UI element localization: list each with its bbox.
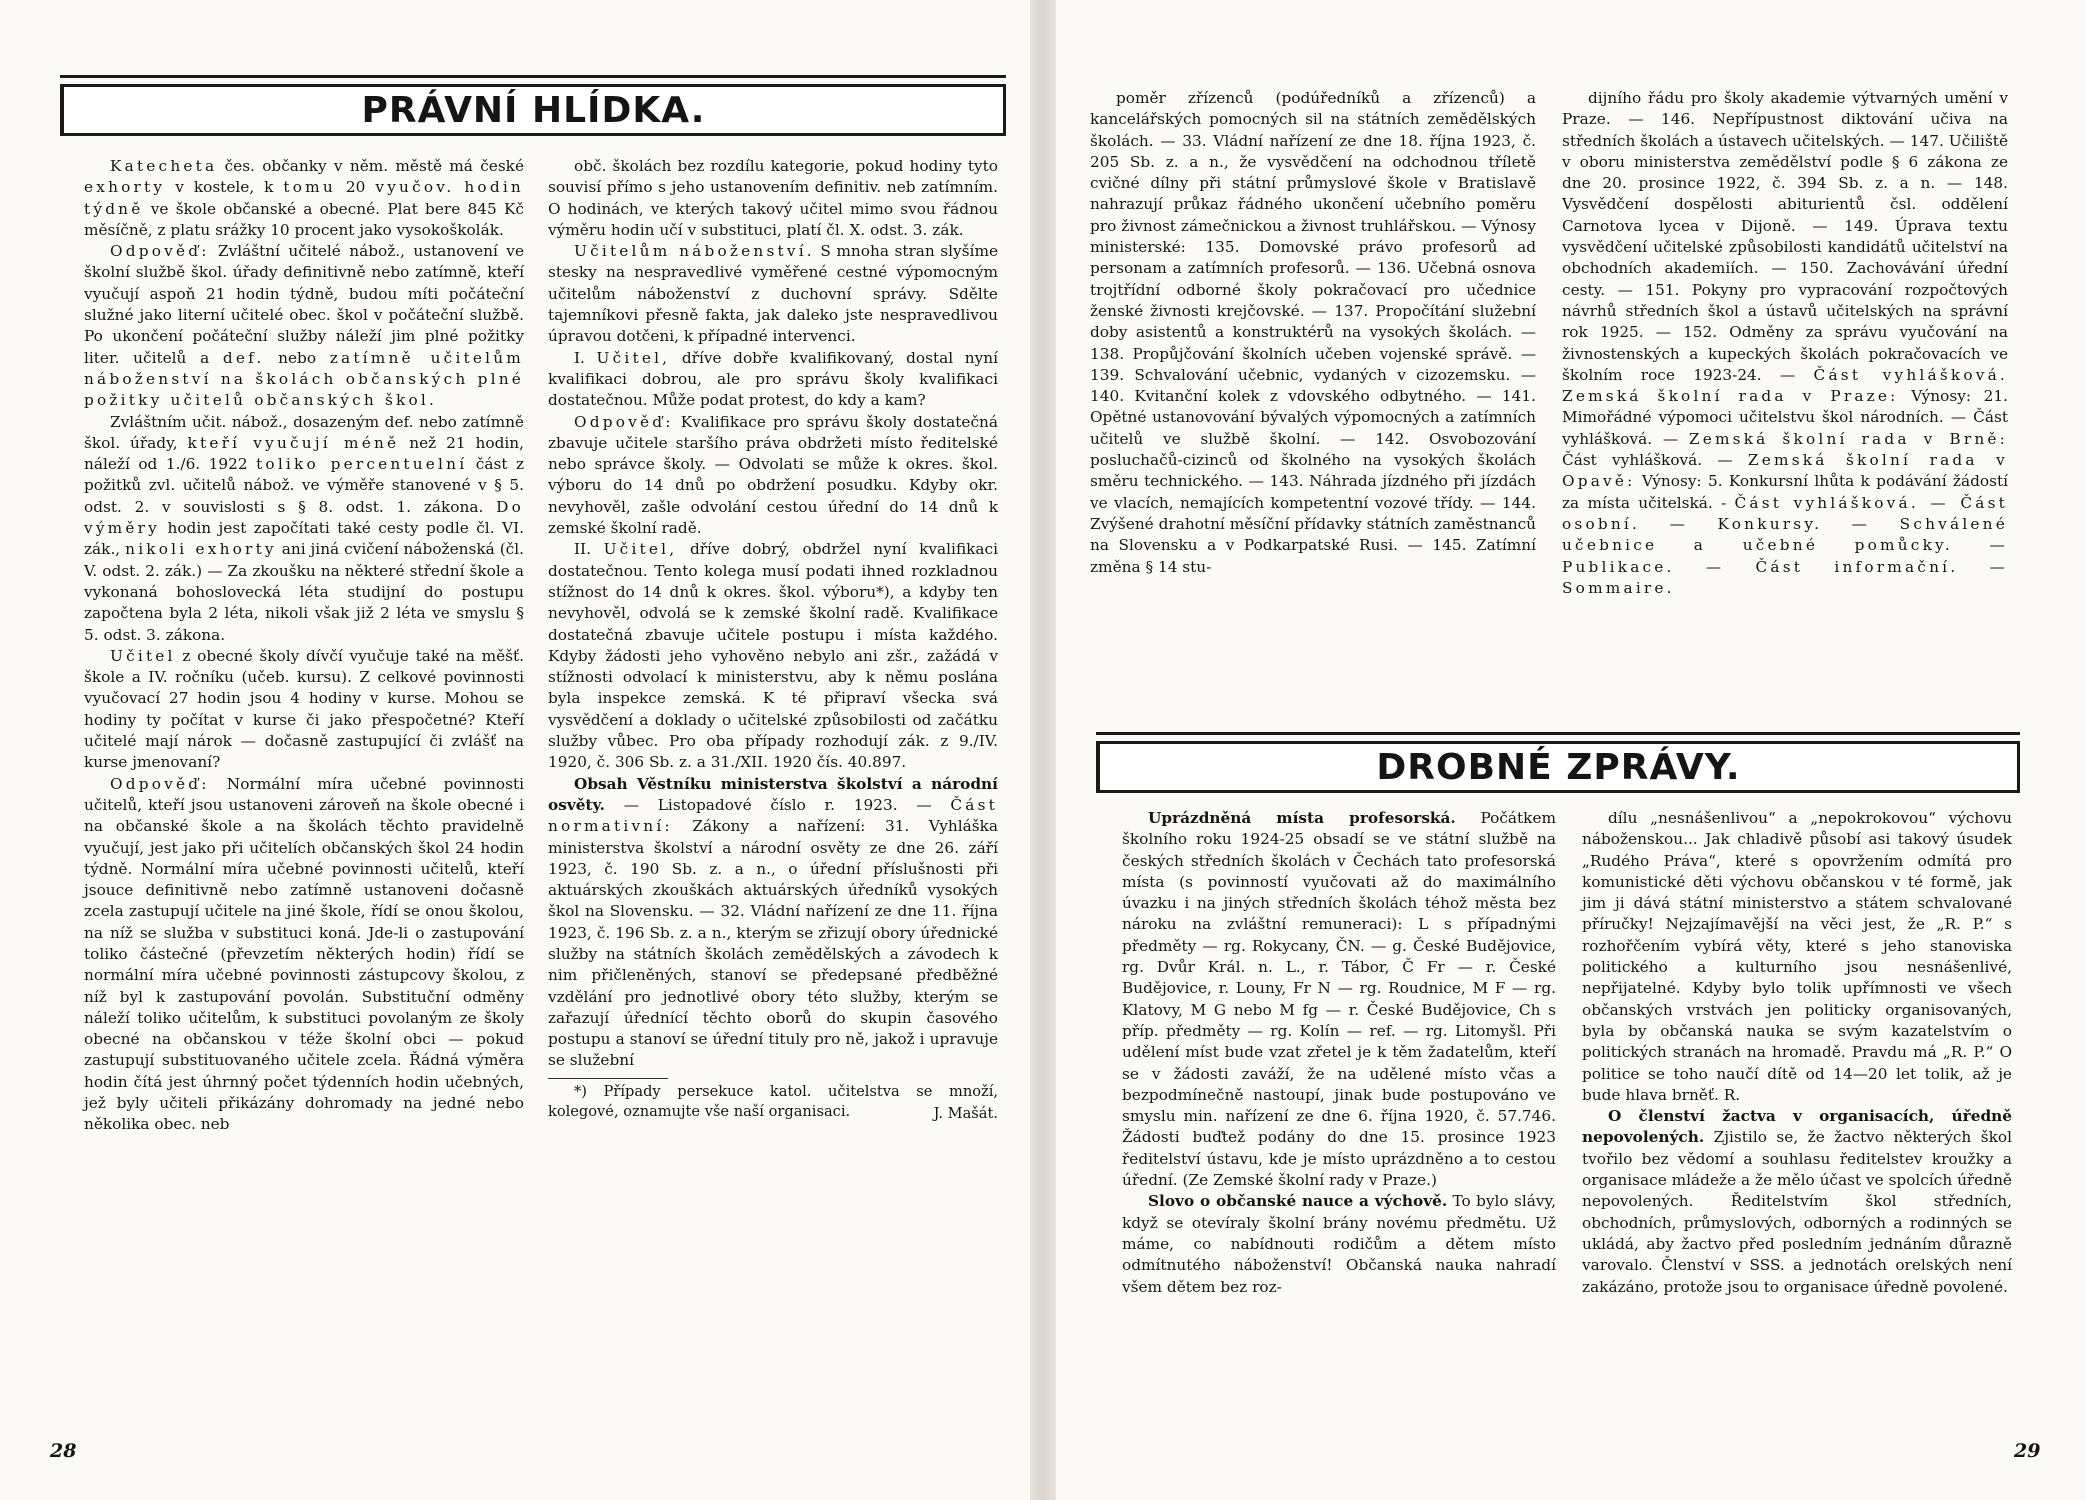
text-run: I. (574, 348, 597, 367)
spaced-run: Do výměry (84, 497, 524, 538)
text-run: část z požitků zvl. učitelů nábož. ve výměře stanovené v § 5. odst. 2. v souvislosti s § 8. odst. 1. zákona. (84, 455, 525, 516)
right-column-1 (1090, 88, 1536, 578)
spaced-run: zatímně učitelům náboženství na školách občanských plné požitky učitelů občanských škol. (84, 348, 524, 410)
text-run: čes. občanky v něm. městě má české (217, 157, 524, 175)
heading-top-rule-right (1096, 732, 2020, 735)
paragraph (548, 348, 998, 412)
left-column-1 (84, 156, 524, 1136)
paragraph (1122, 1191, 1556, 1297)
paragraph (1090, 88, 1536, 578)
spaced-run: Odpověď: (110, 242, 210, 261)
footnote-text: *) Případy persekuce katol. učitelstva se množí, kolegové, oznamujte vše naší organisaci. (548, 1082, 998, 1121)
text-run: ani jiná cvičení náboženská (čl. V. odst. 2. zák.) — Za zkoušku na některé střední škole a vykonaná bohoslovecká léta studijní do postupu započtena byla 2 léta, nikoli však již 2 léta ve smyslu § 5. odst. 3. zákona. (84, 540, 524, 644)
text-run: S mnoha stran slyšíme stesky na nespravedlivé vyměřené cestné výpomocným učitelům náboženství z duchovní správy. Sdělte tajemníkovi přesně fakta, jak daleko jste nespravedlivou úpravou dotčeni, k případné intervenci. (548, 242, 998, 346)
text-run: nebo (264, 348, 330, 367)
paragraph (1582, 1106, 2012, 1298)
spaced-run: nikoli exhorty (125, 540, 277, 559)
text-run: Zjistilo se, že žactvo některých škol tvořilo bez vědomí a souhlasu ředitelstev kroužky a organisace mládeže a že mělo účast ve spolcích úředně nepovolených. Ředitelstvím škol středních, obchodních, průmyslových, odborných a rodinných se ukládá, aby žactvo před posledním jednáním důrazně varovalo. Členství v SSS. a jednotách orelských není zakázáno, protože jsou to organisace úředně povolené. (1582, 1128, 2012, 1296)
right-column-3 (1122, 808, 1556, 1298)
paragraph (84, 156, 524, 241)
left-page (0, 0, 1030, 1500)
text-run: z obecné školy dívčí vyučuje také na měšť. škole a IV. ročníku (učeb. kursu). Z celkové povinnosti vyučovací 27 hodin jsou 4 hodiny v kurse. Mohou se hodiny ty počítat v kurse či jako přespočetné? Kteří učitelé mají nárok — dočasně zastupující či zvlášť na kurse jmenovaní? (84, 646, 524, 772)
paragraph (1582, 808, 2012, 1106)
paragraph (548, 241, 998, 347)
text-run: Část vyhlášková. — (1562, 451, 1748, 470)
spaced-run: Odpověď: (574, 412, 674, 431)
right-heading-text: DROBNÉ ZPRÁVY. (1376, 746, 1741, 788)
spaced-run: exhorty (84, 178, 166, 197)
spaced-run: vyučov. (375, 178, 455, 197)
text-run: hodin jest započítati také cesty podle čl. VI. zák., (84, 519, 524, 559)
spaced-run: tomu (283, 178, 336, 197)
left-section-heading (60, 84, 1006, 136)
heading-top-rule (60, 75, 1006, 78)
bold-run: Slovo o občanské nauce a výchově. (1148, 1192, 1448, 1211)
text-run: dříve dobrý, obdržel nyní kvalifikaci dostatečnou. Tento kolega musí podati ihned rozkladnou stížnost do 14 dnů k okres. škol. výboru*), a kdyby ten nevyhověl, odvolá se k zemské školní radě. Kvalifikace dostatečná zbavuje učitele postupu i místa každého. Kdyby žádosti jeho vyhověno nebylo ani zšr., zažádá v stížnosti odvolací k ministerstvu, aby k němu poslána byla inspekce zemská. K té připraví všecka svá vysvědčení a doklady o učitelské způsobilosti od začátku služby vůbec. Pro oba případy rozhodují zák. z 9./IV. 1920, č. 306 Sb. z. a 31./XII. 1920 čís. 40.897. (548, 540, 998, 772)
spaced-run: Učitel (110, 646, 176, 665)
spaced-run: Část normativní: (548, 795, 998, 836)
bold-run: O členství žactva v organisacích, úředně nepovolených. (1582, 1107, 2012, 1147)
left-column-2 (548, 156, 998, 1124)
right-page (1056, 0, 2086, 1500)
spaced-run: Zemská školní rada v Brně: (1688, 429, 2009, 448)
text-run: Kvalifikace pro správu školy dostatečná zbavuje učitele staršího práva obdržeti místo ředitelské nebo správce školy. — Odvolati se může k okres. škol. výboru do 14 dnů po obdržení posudku. Kdyby okr. nevyhověl, zašle odvolání cestou úřední do 14 dnů k zemské školní radě. (548, 412, 998, 538)
spaced-run: Učitel, (596, 348, 671, 367)
spaced-run: Katecheta (110, 157, 218, 175)
spaced-run: týdně (84, 199, 144, 218)
text-run: poměr zřízenců (podúředníků a zřízenců) a kancelářských pomocných sil na státních zemědělských školách. — 33. Vládní nařízení ze dne 18. října 1923, č. 205 Sb. z. a n., že vysvědčení na odchodnou tříletě cvičné dílny při státní průmyslové škole v Bratislavě nahrazují průkaz řádného ukončení učebního poměru pro živnost zámečnickou a živnost truhlářskou. — Výnosy ministerské: 135. Domovské právo profesorů ad personam a zatímních profesorů. — 136. Učebná osnova trojtřídní odborné školy pokračovací pro učednice ženské živnosti krejčovské. — 137. Propočítání služební doby asistentů a konstruktérů na vysokých školách. — 138. Propůjčování školních učeben vojenské správě. — 139. Schvalování učebnic, vydaných v cizozemsku. — 140. Kvitanční kolek z vdovského odbytného. — 141. Opětné ustanovování bývalých výpomocných a zatímních učitelů ve službě školní. — 142. Osvobozování posluchačů-cizinců od školného na vysokých školách směru technického. — 143. Náhrada jízdného při jízdách ve vlacích, nemajících kompetentní vozové třídy. — 144. Zvýšené drahotní měsíční přídavky státních zaměstnanců na Slovensku a v Podkarpatské Rusi. — 145. Zatímní změna § 14 stu- (1090, 89, 1536, 576)
paragraph (1562, 88, 2008, 599)
spaced-run: def. (222, 348, 265, 367)
footnote-signature: J. Mašát. (933, 1104, 998, 1122)
text-run: Zvláštní učitelé nábož., ustanovení ve školní službě škol. úřady definitivně nebo zatímně, kteří vyučují aspoň 21 hodin týdně, budou míti počáteční služné jako literní učitelé obec. škol v počáteční službě. Po ukončení počáteční služby náleží jim plné požitky liter. učitelů a (84, 242, 524, 367)
text-run: obč. školách bez rozdílu kategorie, pokud hodiny tyto souvisí přímo s jeho ustanovením definitiv. neb zatímním. O hodinách, ve kterých takový učitel mimo svou řádnou výměru hodin učí v substituci, platí čl. X. odst. 3. zák. (548, 157, 998, 239)
spaced-run: toliko percentuelní (256, 455, 468, 474)
text-run (454, 178, 464, 196)
left-column-2-body (548, 156, 998, 1072)
spaced-run: hodin (464, 178, 524, 197)
book-gutter (1030, 0, 1056, 1500)
paragraph (548, 539, 998, 773)
text-run: II. (574, 540, 604, 559)
text-run: Zvláštním učit. nábož., dosazeným def. nebo zatímně škol. úřady, (84, 412, 524, 452)
bold-run: Uprázdněná místa profesorská. (1148, 809, 1456, 827)
paragraph (84, 774, 524, 1136)
text-run: dílu „nesnášenlivou“ a „nepokrokovou“ výchovu náboženskou... Jak chladivě působí asi takový úsudek „Rudého Práva“, které s opovržením odmítá pro komunistické děti výchovu občanskou v té formě, jak jim ji dává státní ministerstvo a státem schvalované příručky! Nejzajímavější na věci jest, že „R. P.“ s rozhořčením vybírá věty, které s jeho stanoviska politického a kulturního jsou nesnášenlivé, nepřijatelné. Kdyby bylo tolik upřímnosti ve všech občanských vrstvách jen politicky organisovaných, byla by občanská nauka se svým kazatelstvím o politických stranách na hromadě. Pravdu má „R. P.“ O politice se toho naučí dítě od 14—20 let tolik, až je bude hlava brněť. R. (1582, 809, 2012, 1104)
text-run: — Listopadové číslo r. 1923. — (604, 795, 951, 814)
spaced-run: Část vyhlášková. Zemská školní rada v Praze: (1562, 365, 2008, 406)
right-column-4 (1582, 808, 2012, 1298)
spaced-run: Zemská školní rada v Opavě: (1562, 451, 2008, 491)
text-run: Výnosy: 5. Konkursní lhůta k podávání žádostí za místa učitelská. - (1562, 472, 2008, 512)
left-heading-text: PRÁVNÍ HLÍDKA. (361, 89, 706, 131)
page-number-left: 28 (50, 1440, 77, 1462)
paragraph (1122, 808, 1556, 1191)
paragraph (548, 156, 998, 241)
text-run: v kostele, k (165, 178, 284, 197)
spaced-run: Učitel, (603, 540, 678, 559)
text-run: To bylo slávy, když se otevíraly školní brány novému předmětu. Už máme, co nabídnouti rodičům a dětem místo odmítnutého náboženství! Občanská nauka nahradí všem dětem bez roz- (1122, 1192, 1556, 1296)
spaced-run: Učitelům náboženství. (574, 242, 815, 261)
text-run: ve škole občanské a obecné. Plat bere 845 Kč měsíčně, z platu srážky 10 procent jako vysokoškolák. (84, 199, 524, 239)
text-run: Počátkem školního roku 1924-25 obsadí se ve státní službě na českých středních školách v Čechách tato profesorská místa (s povinností vyučovati až do maximálního úvazku i na jiných středních školách téhož města bez nároku na zvláštní remuneraci): L s případnými předměty — rg. Rokycany, ČN. — g. České Budějovice, rg. Dvůr Král. n. L., r. Tábor, Č Fr — r. České Budějovice, r. Louny, Fr N — rg. Roudnice, M F — rg. Klatovy, M G nebo M fg — r. České Budějovice, Ch s příp. předměty — rg. Kolín — ref. — rg. Litomyšl. Při udělení míst bude vzat zřetel je k těm žadatelům, kteří se v žádosti zaváží, že na udělené místo včas a bezpodmínečně nastoupí, jinak bude postupováno ve smyslu min. nařízení ze dne 6. října 1920, č. 57.746. Žádosti buďtež podány do dne 15. prosince 1923 ředitelství ústavu, kde je místo uprázdněno a to cestou úřední. (Ze Zemské školní rady v Praze.) (1122, 809, 1556, 1190)
paragraph (84, 241, 524, 411)
text-run: Výnosy: 21. Mimořádné výpomoci učitelstvu škol národních. — Část vyhlášková. — (1562, 387, 2009, 448)
right-section-heading (1096, 741, 2020, 793)
paragraph (84, 646, 524, 774)
page-number-right: 29 (2014, 1440, 2041, 1462)
paragraph (548, 774, 998, 1072)
text-run: Zákony a nařízení: 31. Vyhláška ministerstva školství a národní osvěty ze dne 26. září 1923, č. 190 Sb. z. a n., o úřední příslušnosti při aktuárských zkouškách aktuárských úředníků vysokých škol na Slovensku. — 32. Vládní nařízení ze dne 11. října 1923, č. 196 Sb. z. a n., kterým se zřizují obory úřednické služby na státních školách zemědělských a závodech k nim přičleněných, stanoví se předepsané předběžné vzdělání pro jednotlivé obory této služby, kterým se zařazují úřednící těchto oborů do skupin časového postupu a stanoví se úřední tituly pro ně, jakož i upravuje se služební (548, 817, 998, 1070)
text-run: Normální míra učebné povinnosti učitelů, kteří jsou ustanoveni zároveň na škole obecné i na občanské škole a na školách těchto pravidelně vyučují, jest jako při učitelích občanských škol 24 hodin týdně. Normální míra učebné povinnosti učitelů, kteří jsouce definitivně nebo zatímně ustanoveni dočasně zcela zastupují učitele na jiné škole, řídí se onou školou, na níž se služba v substituci koná. Jde-li o zastupování toliko částečné (převzetím některých hodin) řídí se normální míra učebné povinnosti zástupcovy školou, z níž byl k zastupování povolán. Substituční odměny náleží toliko učitelům, k substituci povolaným ze školy obecné na občanskou v téže školní obci — pokud zastupují substituovaného učitele zcela. Řádná výměra hodin čítá jest úhrnný počet týdenních hodin učebných, jež byly učiteli přikázány dohromady na jedné nebo několika obec. neb (84, 774, 524, 1134)
text-run: 20 (335, 178, 376, 197)
paragraph (84, 412, 524, 646)
paragraph (548, 412, 998, 540)
spaced-run: Odpověď: (110, 774, 210, 793)
text-run: dijního řádu pro školy akademie výtvarných umění v Praze. — 146. Nepřípustnost diktování učiva na středních školách a ústavech učitelských. — 147. Učiliště v oboru ministerstva zemědělství podle § 6 zákona ze dne 20. prosince 1922, č. 394 Sb. z. a n. — 148. Vysvědčení dospělosti abiturientů čsl. oddělení Carnotova lycea v Dijoně. — 149. Úprava textu vysvědčení učitelské způsobilosti kandidátů učitelství na obchodních akademiích. — 150. Zachovávání úřední cesty. — 151. Pokyny pro vypracování rozpočtových návrhů středních škol a ústavů učitelských na správní rok 1925. — 152. Odměny za správu vyučování na živnostenských a kupeckých školách pokračovacích ve školním roce 1923-24. — (1562, 89, 2008, 384)
right-column-2 (1562, 88, 2008, 599)
spaced-run: kteří vyučují méně (187, 433, 400, 452)
text-run: než 21 hodin, náleží od 1./6. 1922 (84, 433, 524, 474)
text-run: dříve dobře kvalifikovaný, dostal nyní kvalifikaci dobrou, ale pro správu školy kvalifikaci dostatečnou. Může podat protest, do kdy a kam? (548, 348, 998, 410)
footnote-rule (548, 1078, 668, 1079)
bold-run: Obsah Věstníku ministerstva školství a národní osvěty. (548, 774, 998, 814)
spaced-run: Část vyhlášková. — Část osobní. — Konkursy. — Schválené učebnice a učebné pomůcky. — Publikace. — Část informační. — Sommaire. (1562, 493, 2008, 597)
